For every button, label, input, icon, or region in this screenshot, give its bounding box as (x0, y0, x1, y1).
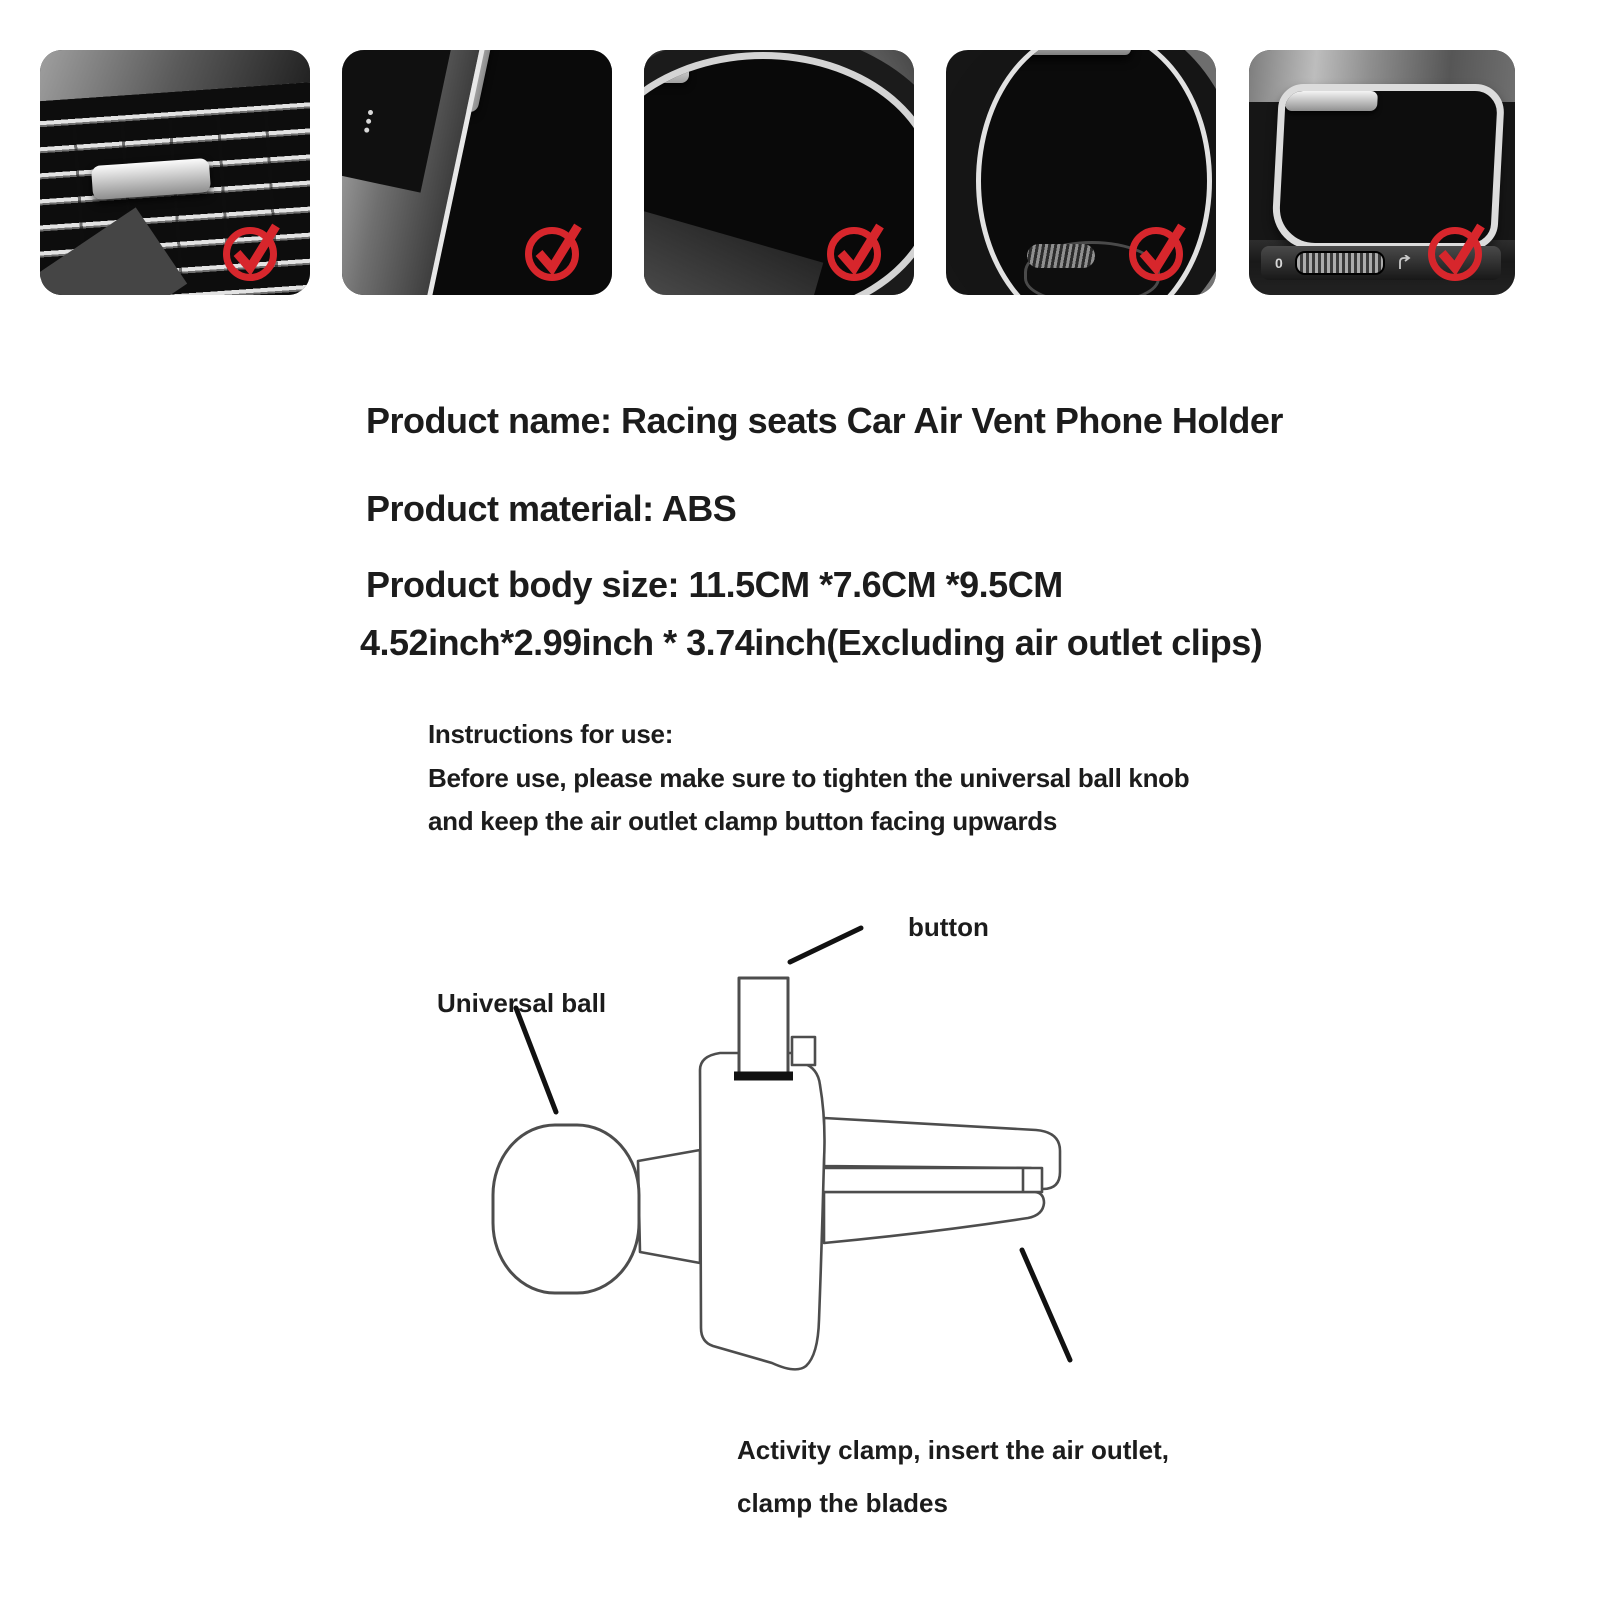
clamp-blade-bar (818, 1168, 1042, 1192)
leader-line-universal-ball (516, 1008, 556, 1112)
instructions-line-2: and keep the air outlet clamp button facing upwards (428, 806, 1058, 836)
holder-body (700, 1053, 825, 1369)
checkmark-icon (824, 215, 892, 283)
label-activity-clamp-line2: clamp the blades (737, 1488, 948, 1518)
clamp-lower-arm (824, 1192, 1044, 1243)
checkmark-icon (220, 215, 288, 283)
check-badge (1126, 215, 1194, 283)
vent-photo-dashboard-horizontal-vent (40, 50, 310, 295)
checkmark-icon (1126, 215, 1194, 283)
label-activity-clamp (737, 1424, 1169, 1530)
product-size-cm-line: Product body size: 11.5CM *7.6CM *9.5CM (366, 564, 1063, 605)
leader-line-activity-clamp (1022, 1250, 1070, 1360)
dial-zero-label: 0 (1275, 255, 1283, 271)
checkmark-icon (522, 215, 590, 283)
label-activity-clamp-line1: Activity clamp, insert the air outlet, (737, 1435, 1169, 1465)
vent-photo-pillar-vertical-vent (342, 50, 612, 295)
check-badge (220, 215, 288, 283)
product-material-line: Product material: ABS (366, 488, 737, 529)
vent-photo-oval-ring-vent (946, 50, 1216, 295)
clamp-button-shape (739, 978, 788, 1076)
vent-clip-diagram (420, 895, 1120, 1385)
label-button: button (908, 912, 989, 942)
instructions-line-1: Before use, please make sure to tighten the universal ball knob (428, 763, 1190, 793)
leader-line-button (790, 928, 861, 962)
instructions-title: Instructions for use: (428, 719, 674, 749)
check-badge (1425, 215, 1493, 283)
ball-neck (638, 1150, 700, 1263)
universal-ball-shape (493, 1125, 639, 1293)
v5-tab (1285, 91, 1378, 111)
check-badge (824, 215, 892, 283)
v2-screen (342, 50, 453, 193)
dial-wheel (1295, 251, 1385, 275)
label-universal-ball: Universal ball (437, 988, 607, 1018)
product-name-line: Product name: Racing seats Car Air Vent Phone Holder (366, 400, 1283, 441)
checkmark-icon (1425, 215, 1493, 283)
airflow-icon (1397, 255, 1411, 271)
vent-photo-square-vent-with-dial (1249, 50, 1515, 295)
v4-wheel (1027, 244, 1095, 268)
body-step (792, 1037, 815, 1065)
check-badge (522, 215, 590, 283)
product-size-inch-line: 4.52inch*2.99inch * 3.74inch(Excluding air outlet clips) (360, 622, 1263, 663)
vent-photo-round-vent (644, 50, 914, 295)
